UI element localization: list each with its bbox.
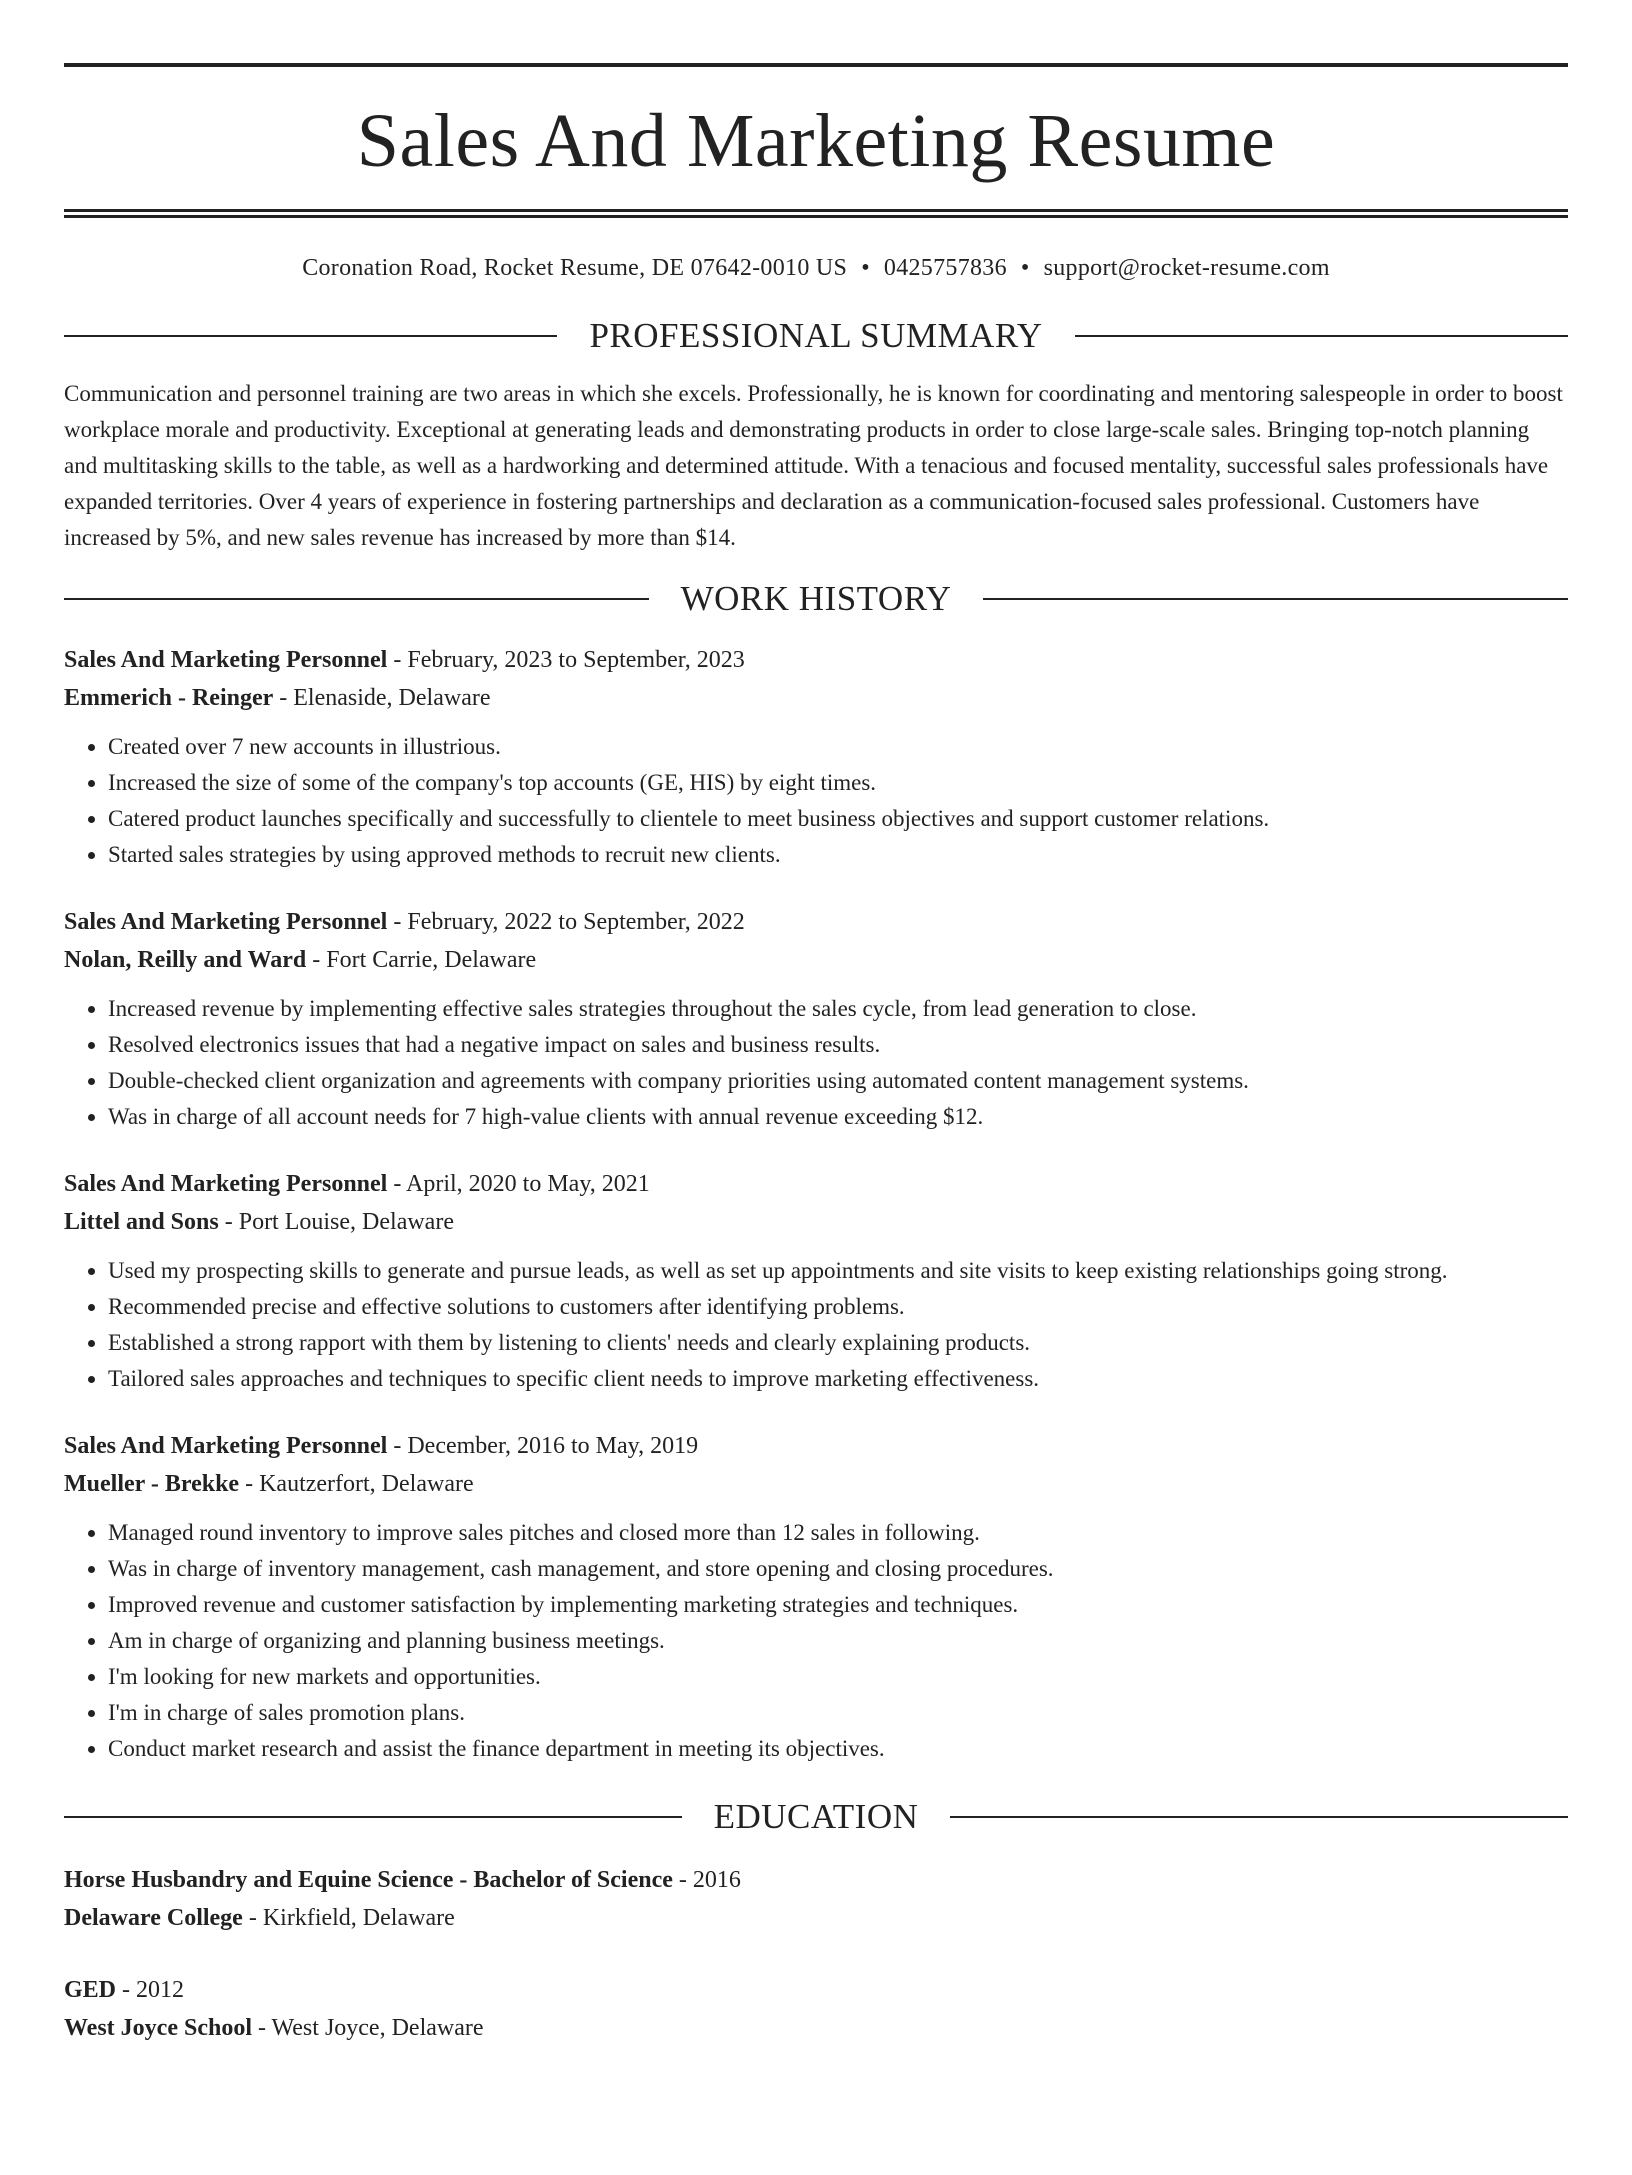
education-degree-line: GED - 2012 (64, 1977, 185, 2003)
job-company: Nolan, Reilly and Ward (64, 947, 307, 973)
education-entry (64, 1971, 1568, 2047)
job-company: Mueller - Brekke (64, 1471, 240, 1497)
job-bullet: • Increased the size of some of the company's top accounts (GE, HIS) by eight times. (108, 765, 1568, 801)
education-school-line: Delaware College - Kirkfield, Delaware (64, 1905, 455, 1931)
job-title-line: Sales And Marketing Personnel - April, 2020 to May, 2021 (64, 1171, 650, 1197)
job-bullet: • Catered product launches specifically and successfully to clientele to meet business objectives and support customer relations. (108, 801, 1568, 837)
job-title: Sales And Marketing Personnel (64, 909, 388, 935)
summary-heading-label: PROFESSIONAL SUMMARY (589, 316, 1043, 355)
job-bullet: • Created over 7 new accounts in illustrious. (108, 729, 1568, 765)
job-dates: April, 2020 to May, 2021 (406, 1171, 650, 1197)
work-heading (64, 579, 1568, 619)
education-heading-label: EDUCATION (713, 1797, 919, 1836)
education-degree: Horse Husbandry and Equine Science - Bachelor of Science (64, 1867, 673, 1893)
education-location: Kirkfield, Delaware (262, 1905, 455, 1931)
job-bullet: • Conduct market research and assist the finance department in meeting its objectives. (108, 1731, 1568, 1767)
job-dates: February, 2023 to September, 2023 (407, 647, 745, 673)
summary-heading (64, 316, 1568, 356)
resume-title: Sales And Marketing Resume (356, 99, 1276, 183)
job-entry (64, 903, 1568, 1135)
job-entry (64, 1427, 1568, 1767)
job-location: Port Louise, Delaware (238, 1209, 454, 1235)
job-bullet: • Was in charge of all account needs for 7 high-value clients with annual revenue exceeding $12. (108, 1099, 1568, 1135)
education-heading (64, 1797, 1568, 1837)
job-bullets (64, 1515, 1568, 1767)
top-rule (64, 63, 1568, 67)
job-title: Sales And Marketing Personnel (64, 647, 388, 673)
job-entry (64, 1165, 1568, 1397)
job-dates: December, 2016 to May, 2019 (407, 1433, 699, 1459)
contact-separator: • (1020, 255, 1030, 281)
contact-line (64, 255, 1568, 282)
job-location: Elenaside, Delaware (293, 685, 491, 711)
heading-rule-right (983, 598, 1568, 600)
job-bullet: • Increased revenue by implementing effective sales strategies throughout the sales cycle, from lead generation to close. (108, 991, 1568, 1027)
job-location: Fort Carrie, Delaware (326, 947, 537, 973)
education-degree: GED (64, 1977, 117, 2003)
job-title-line: Sales And Marketing Personnel - February, 2022 to September, 2022 (64, 909, 745, 935)
job-bullet: • Managed round inventory to improve sales pitches and closed more than 12 sales in following. (108, 1515, 1568, 1551)
heading-rule-right (950, 1816, 1568, 1818)
job-bullet: • I'm looking for new markets and opportunities. (108, 1659, 1568, 1695)
job-title-line: Sales And Marketing Personnel - February, 2023 to September, 2023 (64, 647, 745, 673)
job-entry (64, 641, 1568, 873)
education-year: 2012 (136, 1977, 185, 2003)
job-bullet: • Double-checked client organization and agreements with company priorities using automated content management systems. (108, 1063, 1568, 1099)
contact-phone: 0425757836 (883, 255, 1007, 281)
contact-address: Coronation Road, Rocket Resume, DE 07642-0010 US (302, 255, 848, 281)
double-rule (64, 209, 1568, 218)
job-dates: February, 2022 to September, 2022 (407, 909, 745, 935)
education-school: Delaware College (64, 1905, 243, 1931)
contact-email: support@rocket-resume.com (1043, 255, 1330, 281)
education-degree-line: Horse Husbandry and Equine Science - Bachelor of Science - 2016 (64, 1867, 741, 1893)
job-bullet: • Was in charge of inventory management, cash management, and store opening and closing procedures. (108, 1551, 1568, 1587)
work-heading-label: WORK HISTORY (680, 579, 952, 618)
job-bullet: • Recommended precise and effective solutions to customers after identifying problems. (108, 1289, 1568, 1325)
job-company-line: Littel and Sons - Port Louise, Delaware (64, 1209, 454, 1235)
summary-text: Communication and personnel training are two areas in which she excels. Professionally, he is known for coordinating and mentoring salespeople in order to boost workplace morale and productivity. Exceptional at generating leads and demonstrating products in order to close large-scale sales. Bringing top-notch planning and multitasking skills to the table, as well as a hardworking and determined attitude. With a tenacious and focused mentality, successful sales professionals have expanded territories. Over 4 years of experience in fostering partnerships and declaration as a communication-focused sales professional. Customers have increased by 5%, and new sales revenue has increased by more than $14. (64, 381, 1563, 550)
education-school-line: West Joyce School - West Joyce, Delaware (64, 2015, 484, 2041)
job-bullet: • Resolved electronics issues that had a negative impact on sales and business results. (108, 1027, 1568, 1063)
job-title: Sales And Marketing Personnel (64, 1171, 388, 1197)
job-title-line: Sales And Marketing Personnel - December, 2016 to May, 2019 (64, 1433, 699, 1459)
contact-separator: • (861, 255, 870, 281)
job-bullet: • Am in charge of organizing and planning business meetings. (108, 1623, 1568, 1659)
job-bullet: • Improved revenue and customer satisfaction by implementing marketing strategies and techniques. (108, 1587, 1568, 1623)
job-company-line: Nolan, Reilly and Ward - Fort Carrie, Delaware (64, 947, 537, 973)
education-year: 2016 (692, 1867, 741, 1893)
job-bullets (64, 729, 1568, 873)
job-bullet: • Started sales strategies by using approved methods to recruit new clients. (108, 837, 1568, 873)
job-company: Littel and Sons (64, 1209, 219, 1235)
job-bullet: • Established a strong rapport with them by listening to clients' needs and clearly explaining products. (108, 1325, 1568, 1361)
education-school: West Joyce School (64, 2015, 252, 2041)
job-bullets (64, 1253, 1568, 1397)
education-entry (64, 1861, 1568, 1937)
job-bullet: • Used my prospecting skills to generate and pursue leads, as well as set up appointments and site visits to keep existing relationships going strong. (108, 1253, 1568, 1289)
job-location: Kautzerfort, Delaware (259, 1471, 474, 1497)
job-company-line: Mueller - Brekke - Kautzerfort, Delaware (64, 1471, 474, 1497)
heading-rule-left (64, 1816, 682, 1818)
heading-rule-left (64, 335, 557, 337)
resume-page (0, 63, 1632, 2047)
heading-rule-right (1075, 335, 1568, 337)
job-bullet: • I'm in charge of sales promotion plans. (108, 1695, 1568, 1731)
education-location: West Joyce, Delaware (271, 2015, 484, 2041)
job-bullet: • Tailored sales approaches and techniques to specific client needs to improve marketing effectiveness. (108, 1361, 1568, 1397)
job-company-line: Emmerich - Reinger - Elenaside, Delaware (64, 685, 491, 711)
heading-rule-left (64, 598, 649, 600)
job-title: Sales And Marketing Personnel (64, 1433, 388, 1459)
job-bullets (64, 991, 1568, 1135)
job-company: Emmerich - Reinger (64, 685, 274, 711)
